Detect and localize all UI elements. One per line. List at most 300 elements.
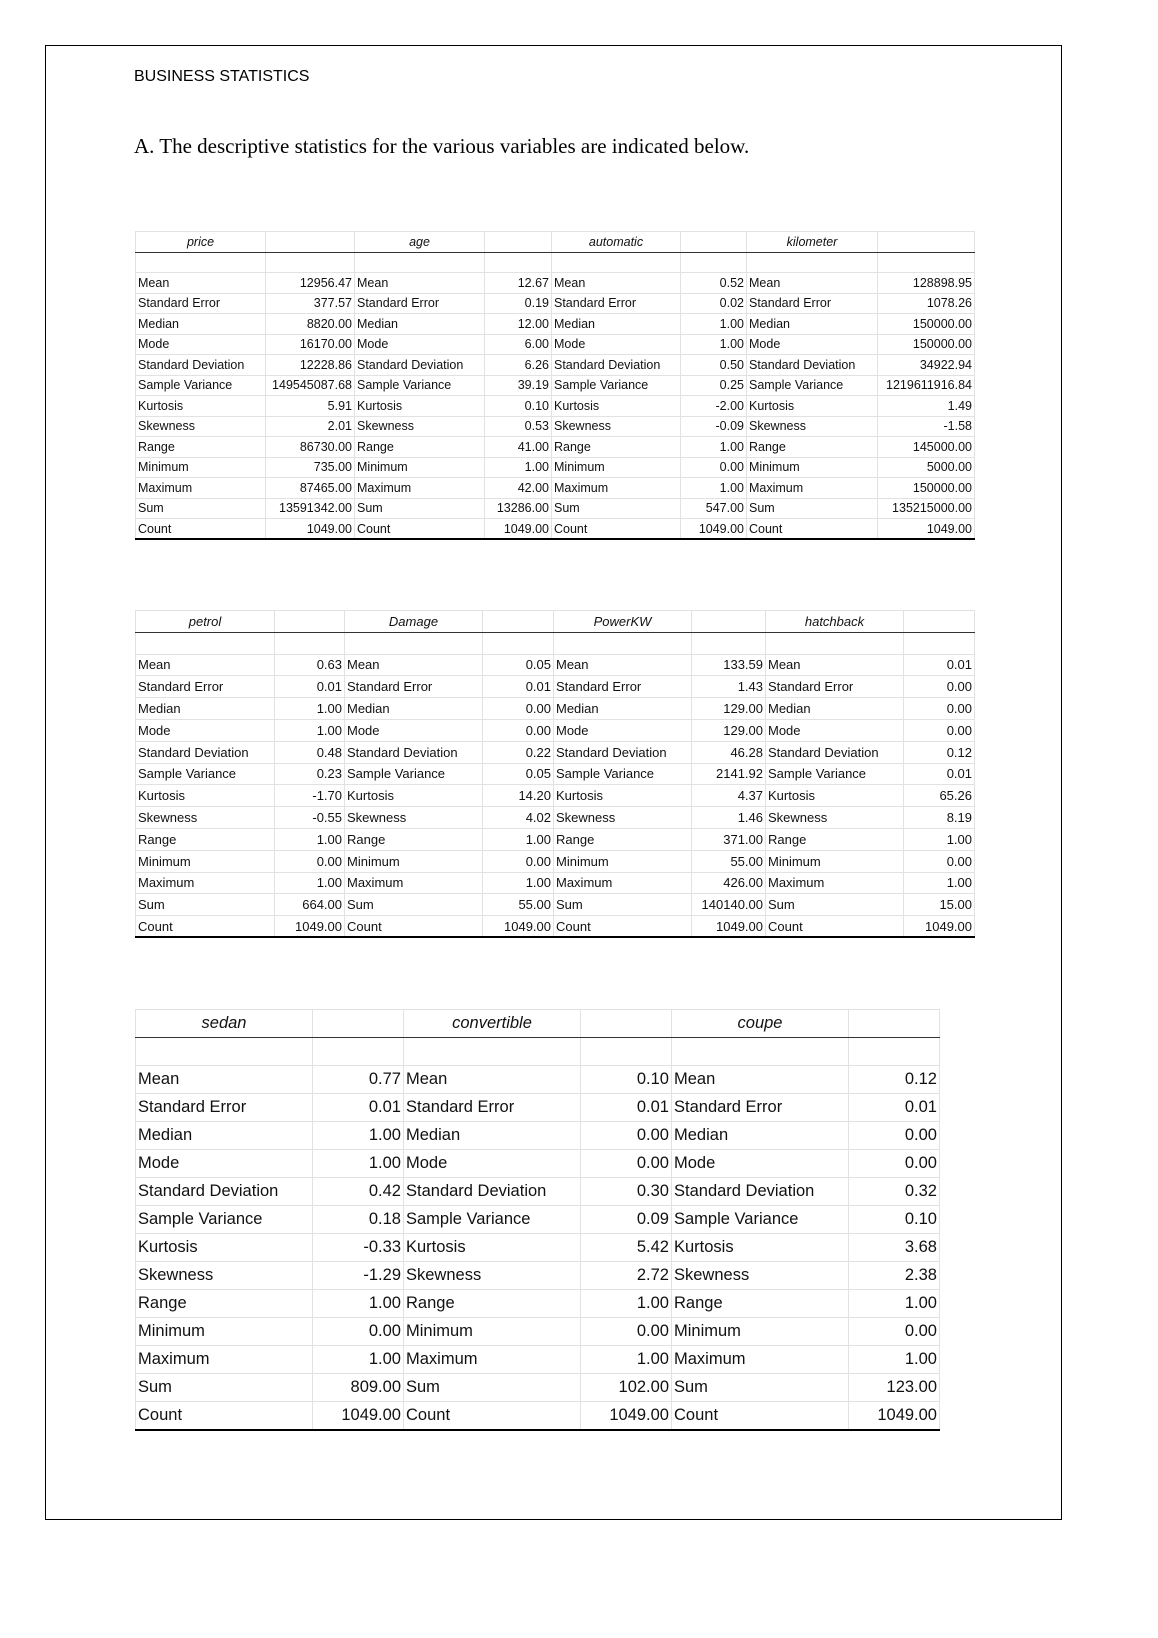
stat-label: Count [747, 519, 878, 540]
stat-label: Sample Variance [136, 1206, 313, 1234]
empty-cell [485, 252, 552, 273]
table-row [136, 273, 975, 294]
stat-value: 0.00 [681, 457, 747, 478]
stat-label: Skewness [552, 416, 681, 437]
stat-value: 1.00 [485, 457, 552, 478]
blank-row [136, 252, 975, 273]
stat-label: Mode [404, 1150, 581, 1178]
empty-header-cell [849, 1010, 940, 1038]
stat-label: Minimum [345, 850, 483, 872]
descriptive-stats-table-1 [135, 231, 975, 540]
stat-label: Mean [672, 1066, 849, 1094]
stat-label: Maximum [747, 478, 878, 499]
stat-value: 1.00 [681, 334, 747, 355]
stat-label: Sample Variance [672, 1206, 849, 1234]
stat-label: Sample Variance [136, 763, 275, 785]
stat-value: 5.42 [581, 1234, 672, 1262]
stat-label: Mean [404, 1066, 581, 1094]
empty-cell [747, 252, 878, 273]
empty-header-cell [681, 232, 747, 253]
stat-value: 0.01 [581, 1094, 672, 1122]
table-row [136, 396, 975, 417]
stat-value: 1049.00 [581, 1402, 672, 1430]
stat-value: 65.26 [904, 785, 975, 807]
empty-cell [345, 632, 483, 654]
stat-value: 12956.47 [266, 273, 355, 294]
stat-label: Standard Deviation [136, 741, 275, 763]
stat-label: Maximum [355, 478, 485, 499]
stat-label: Mode [136, 719, 275, 741]
descriptive-stats-table-3 [135, 1009, 940, 1431]
empty-cell [849, 1038, 940, 1066]
table-row [136, 1122, 940, 1150]
stat-value: 2.72 [581, 1262, 672, 1290]
stat-label: Mean [552, 273, 681, 294]
table-row [136, 1346, 940, 1374]
stat-label: Mean [747, 273, 878, 294]
variable-name-header: price [136, 232, 266, 253]
table-row [136, 293, 975, 314]
table-row [136, 676, 975, 698]
stat-label: Range [355, 437, 485, 458]
stat-label: Standard Error [136, 1094, 313, 1122]
variable-name-header: sedan [136, 1010, 313, 1038]
stat-label: Skewness [747, 416, 878, 437]
stat-value: 1.00 [275, 719, 345, 741]
stat-label: Skewness [355, 416, 485, 437]
stat-value: 0.18 [313, 1206, 404, 1234]
stat-label: Median [554, 698, 692, 720]
stat-label: Mode [554, 719, 692, 741]
stat-label: Kurtosis [136, 396, 266, 417]
stat-value: 15.00 [904, 894, 975, 916]
stat-label: Mean [345, 654, 483, 676]
stat-label: Standard Deviation [136, 355, 266, 376]
stat-label: Count [355, 519, 485, 540]
empty-cell [692, 632, 766, 654]
stat-label: Range [345, 828, 483, 850]
stat-label: Minimum [136, 457, 266, 478]
stat-value: 1.00 [275, 698, 345, 720]
stat-label: Range [747, 437, 878, 458]
stat-value: 5.91 [266, 396, 355, 417]
stat-value: 0.05 [483, 654, 554, 676]
stat-label: Minimum [554, 850, 692, 872]
stat-label: Standard Error [766, 676, 904, 698]
table-row [136, 375, 975, 396]
table-row [136, 1318, 940, 1346]
table-row [136, 416, 975, 437]
stat-label: Median [136, 314, 266, 335]
stat-label: Range [136, 437, 266, 458]
stat-label: Sum [554, 894, 692, 916]
stat-label: Sum [136, 894, 275, 916]
empty-cell [136, 1038, 313, 1066]
empty-cell [355, 252, 485, 273]
table-row [136, 314, 975, 335]
stat-value: 0.00 [275, 850, 345, 872]
stat-label: Count [404, 1402, 581, 1430]
stat-label: Median [747, 314, 878, 335]
stat-value: 1078.26 [878, 293, 975, 314]
empty-cell [672, 1038, 849, 1066]
stat-value: 0.00 [849, 1150, 940, 1178]
table-row [136, 437, 975, 458]
table-row [136, 1374, 940, 1402]
stat-value: 42.00 [485, 478, 552, 499]
table-row [136, 334, 975, 355]
stat-value: 1049.00 [692, 916, 766, 938]
stat-label: Mean [136, 1066, 313, 1094]
stat-label: Sample Variance [554, 763, 692, 785]
stat-label: Sum [136, 1374, 313, 1402]
stat-value: 0.02 [681, 293, 747, 314]
stat-value: 1049.00 [313, 1402, 404, 1430]
stat-value: 1049.00 [878, 519, 975, 540]
stat-label: Count [552, 519, 681, 540]
stat-value: 0.05 [483, 763, 554, 785]
empty-header-cell [581, 1010, 672, 1038]
table-row [136, 355, 975, 376]
stat-value: 1049.00 [485, 519, 552, 540]
stat-label: Standard Deviation [554, 741, 692, 763]
stat-label: Kurtosis [136, 785, 275, 807]
stat-value: 128898.95 [878, 273, 975, 294]
stat-value: 102.00 [581, 1374, 672, 1402]
empty-cell [554, 632, 692, 654]
table-row [136, 785, 975, 807]
stat-label: Mode [345, 719, 483, 741]
stat-label: Mean [355, 273, 485, 294]
stat-label: Sum [345, 894, 483, 916]
stat-value: 13591342.00 [266, 498, 355, 519]
empty-cell [766, 632, 904, 654]
stat-value: 0.10 [849, 1206, 940, 1234]
stat-label: Kurtosis [672, 1234, 849, 1262]
stat-value: 1049.00 [849, 1402, 940, 1430]
stat-value: -1.58 [878, 416, 975, 437]
table-row [136, 1402, 940, 1430]
stat-label: Sample Variance [355, 375, 485, 396]
stat-value: 1.00 [483, 872, 554, 894]
stat-value: 1.00 [275, 828, 345, 850]
variable-name-header: hatchback [766, 611, 904, 633]
blank-row [136, 1038, 940, 1066]
stat-label: Sum [766, 894, 904, 916]
stat-value: 1.00 [313, 1150, 404, 1178]
stat-value: 0.01 [904, 763, 975, 785]
table-row [136, 872, 975, 894]
empty-cell [136, 252, 266, 273]
stat-value: 8820.00 [266, 314, 355, 335]
stat-label: Range [136, 828, 275, 850]
stat-label: Range [672, 1290, 849, 1318]
stat-label: Standard Deviation [552, 355, 681, 376]
stat-value: 0.19 [485, 293, 552, 314]
variable-name-header: petrol [136, 611, 275, 633]
stat-label: Range [404, 1290, 581, 1318]
stat-value: 6.26 [485, 355, 552, 376]
table-row [136, 807, 975, 829]
table-header-row [136, 232, 975, 253]
empty-header-cell [485, 232, 552, 253]
table-row [136, 1290, 940, 1318]
stat-value: 129.00 [692, 719, 766, 741]
stat-label: Mean [136, 273, 266, 294]
stat-value: 86730.00 [266, 437, 355, 458]
stat-value: -0.55 [275, 807, 345, 829]
stat-label: Range [136, 1290, 313, 1318]
stat-label: Median [672, 1122, 849, 1150]
stat-value: 0.00 [849, 1122, 940, 1150]
empty-cell [313, 1038, 404, 1066]
table-row [136, 519, 975, 540]
stat-label: Standard Error [404, 1094, 581, 1122]
stat-label: Maximum [136, 872, 275, 894]
stat-label: Median [136, 698, 275, 720]
stat-label: Standard Error [136, 293, 266, 314]
stat-label: Maximum [672, 1346, 849, 1374]
variable-name-header: Damage [345, 611, 483, 633]
stat-value: 0.00 [483, 698, 554, 720]
empty-header-cell [904, 611, 975, 633]
stat-label: Count [554, 916, 692, 938]
table-row [136, 828, 975, 850]
table-row [136, 478, 975, 499]
empty-cell [904, 632, 975, 654]
stat-value: -0.33 [313, 1234, 404, 1262]
stat-value: 145000.00 [878, 437, 975, 458]
stat-label: Median [404, 1122, 581, 1150]
stat-label: Count [136, 519, 266, 540]
stat-value: 129.00 [692, 698, 766, 720]
stat-label: Standard Deviation [747, 355, 878, 376]
stat-label: Range [552, 437, 681, 458]
stat-label: Sum [552, 498, 681, 519]
stat-label: Minimum [766, 850, 904, 872]
stat-value: 0.00 [483, 719, 554, 741]
stat-value: 0.00 [313, 1318, 404, 1346]
table-header-row [136, 1010, 940, 1038]
stat-value: -2.00 [681, 396, 747, 417]
stat-value: 809.00 [313, 1374, 404, 1402]
stat-value: 4.02 [483, 807, 554, 829]
stat-value: 1.00 [681, 437, 747, 458]
stat-value: 0.22 [483, 741, 554, 763]
empty-cell [483, 632, 554, 654]
stat-value: 371.00 [692, 828, 766, 850]
stat-value: 140140.00 [692, 894, 766, 916]
stat-value: 3.68 [849, 1234, 940, 1262]
stat-label: Kurtosis [554, 785, 692, 807]
stat-value: 0.00 [849, 1318, 940, 1346]
stat-value: 1049.00 [275, 916, 345, 938]
stat-label: Minimum [136, 850, 275, 872]
stat-label: Standard Deviation [672, 1178, 849, 1206]
stat-label: Skewness [345, 807, 483, 829]
stat-label: Minimum [552, 457, 681, 478]
empty-header-cell [692, 611, 766, 633]
stat-label: Mode [552, 334, 681, 355]
stat-label: Mode [136, 334, 266, 355]
stat-label: Minimum [136, 1318, 313, 1346]
document-header: BUSINESS STATISTICS [134, 68, 310, 85]
stat-label: Sample Variance [136, 375, 266, 396]
blank-row [136, 632, 975, 654]
stat-value: 0.00 [904, 676, 975, 698]
stat-label: Standard Error [747, 293, 878, 314]
table-row [136, 1206, 940, 1234]
stat-value: 1.00 [904, 872, 975, 894]
stat-label: Mode [136, 1150, 313, 1178]
stat-value: 0.32 [849, 1178, 940, 1206]
table-header-row [136, 611, 975, 633]
stat-value: 664.00 [275, 894, 345, 916]
stat-value: 0.00 [904, 719, 975, 741]
stat-value: 1.00 [904, 828, 975, 850]
table-row [136, 498, 975, 519]
stat-value: 1049.00 [266, 519, 355, 540]
stat-label: Skewness [136, 416, 266, 437]
table-row [136, 1094, 940, 1122]
stat-label: Minimum [747, 457, 878, 478]
stat-value: 1.00 [313, 1122, 404, 1150]
stat-label: Median [766, 698, 904, 720]
stat-value: 12.00 [485, 314, 552, 335]
stat-label: Minimum [355, 457, 485, 478]
stat-label: Median [552, 314, 681, 335]
stat-label: Maximum [345, 872, 483, 894]
empty-header-cell [483, 611, 554, 633]
stat-value: 8.19 [904, 807, 975, 829]
stat-label: Maximum [554, 872, 692, 894]
stat-label: Count [136, 1402, 313, 1430]
stat-label: Sum [136, 498, 266, 519]
stat-label: Standard Error [554, 676, 692, 698]
stat-label: Mean [136, 654, 275, 676]
stat-label: Maximum [552, 478, 681, 499]
stat-value: 0.30 [581, 1178, 672, 1206]
stat-value: 0.52 [681, 273, 747, 294]
variable-name-header: coupe [672, 1010, 849, 1038]
stat-value: 0.00 [581, 1318, 672, 1346]
stat-value: 34922.94 [878, 355, 975, 376]
empty-cell [552, 252, 681, 273]
stat-label: Median [136, 1122, 313, 1150]
stat-value: 0.50 [681, 355, 747, 376]
stat-value: 0.00 [904, 698, 975, 720]
stat-value: 13286.00 [485, 498, 552, 519]
stat-label: Standard Deviation [355, 355, 485, 376]
stat-label: Skewness [404, 1262, 581, 1290]
stat-label: Standard Error [552, 293, 681, 314]
variable-name-header: automatic [552, 232, 681, 253]
stat-value: 1.00 [313, 1290, 404, 1318]
stat-value: 0.00 [581, 1122, 672, 1150]
stat-label: Standard Deviation [404, 1178, 581, 1206]
stat-value: 149545087.68 [266, 375, 355, 396]
table-row [136, 698, 975, 720]
stat-label: Kurtosis [355, 396, 485, 417]
table-row [136, 1178, 940, 1206]
empty-cell [878, 252, 975, 273]
stat-value: -1.29 [313, 1262, 404, 1290]
stat-value: 1049.00 [483, 916, 554, 938]
stat-value: 1.00 [681, 478, 747, 499]
stat-value: 39.19 [485, 375, 552, 396]
stat-value: 0.01 [904, 654, 975, 676]
stat-label: Kurtosis [345, 785, 483, 807]
variable-name-header: age [355, 232, 485, 253]
section-heading: A. The descriptive statistics for the various variables are indicated below. [134, 134, 750, 158]
variable-name-header: PowerKW [554, 611, 692, 633]
stat-value: 377.57 [266, 293, 355, 314]
stat-label: Standard Error [136, 676, 275, 698]
stat-label: Mean [766, 654, 904, 676]
table-row [136, 1234, 940, 1262]
stat-label: Skewness [136, 807, 275, 829]
empty-cell [275, 632, 345, 654]
stat-label: Maximum [766, 872, 904, 894]
stat-value: 1.00 [483, 828, 554, 850]
stat-label: Count [766, 916, 904, 938]
stat-value: 14.20 [483, 785, 554, 807]
stat-label: Kurtosis [136, 1234, 313, 1262]
table-row [136, 894, 975, 916]
stat-label: Kurtosis [747, 396, 878, 417]
stat-value: 1.00 [275, 872, 345, 894]
table-row [136, 457, 975, 478]
stat-value: -1.70 [275, 785, 345, 807]
stat-value: 12228.86 [266, 355, 355, 376]
stat-label: Kurtosis [552, 396, 681, 417]
stat-label: Kurtosis [404, 1234, 581, 1262]
stat-value: 0.23 [275, 763, 345, 785]
stat-label: Standard Error [345, 676, 483, 698]
stat-value: 1.00 [681, 314, 747, 335]
table-row [136, 719, 975, 741]
stat-value: 150000.00 [878, 334, 975, 355]
stat-value: 735.00 [266, 457, 355, 478]
stat-value: 0.48 [275, 741, 345, 763]
stat-label: Sample Variance [404, 1206, 581, 1234]
stat-label: Mean [554, 654, 692, 676]
stat-value: 150000.00 [878, 478, 975, 499]
stat-label: Sum [672, 1374, 849, 1402]
stat-value: 1049.00 [681, 519, 747, 540]
stat-value: 1.00 [581, 1346, 672, 1374]
empty-header-cell [266, 232, 355, 253]
empty-cell [136, 632, 275, 654]
stat-label: Mode [747, 334, 878, 355]
stat-label: Mode [355, 334, 485, 355]
stat-value: 55.00 [483, 894, 554, 916]
table-row [136, 1262, 940, 1290]
stat-value: 0.00 [483, 850, 554, 872]
stat-label: Minimum [404, 1318, 581, 1346]
stat-value: 0.77 [313, 1066, 404, 1094]
stat-value: 87465.00 [266, 478, 355, 499]
stat-value: 6.00 [485, 334, 552, 355]
stat-label: Maximum [136, 478, 266, 499]
stat-value: 0.00 [581, 1150, 672, 1178]
stat-value: -0.09 [681, 416, 747, 437]
table-row [136, 763, 975, 785]
table-row [136, 741, 975, 763]
stat-value: 16170.00 [266, 334, 355, 355]
stat-value: 150000.00 [878, 314, 975, 335]
stat-label: Sum [747, 498, 878, 519]
